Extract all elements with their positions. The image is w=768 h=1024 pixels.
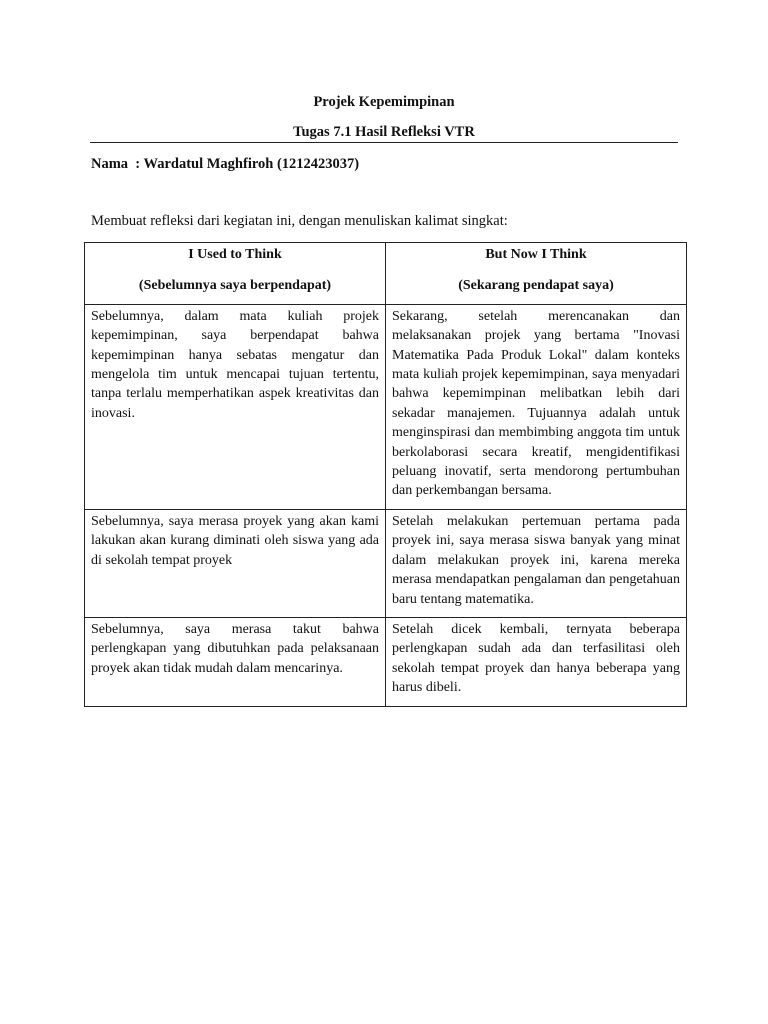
header-before [85, 243, 386, 305]
header-before-subtitle: (Sebelumnya saya berpendapat) [138, 278, 332, 294]
table-header-row [85, 243, 687, 305]
cell-now: Setelah melakukan pertemuan pertama pada proyek ini, saya merasa siswa banyak yang minat dalam melakukan proyek ini, karena mereka merasa mendapatkan pengalaman dan pengetahuan baru tentang matematika. [386, 509, 687, 617]
cell-before: Sebelumnya, dalam mata kuliah projek kepemimpinan, saya berpendapat bahwa kepemimpinan hanya sebatas mengatur dan mengelola tim untuk mencapai tujuan tertentu, tanpa terlalu memperhatikan aspek kreativitas dan inovasi. [85, 304, 386, 509]
cell-now: Setelah dicek kembali, ternyata beberapa perlengkapan sudah ada dan terfasilitasi oleh sekolah tempat proyek dan hanya beberapa yang harus dibeli. [386, 617, 687, 706]
document-subtitle: Tugas 7.1 Hasil Refleksi VTR [293, 124, 475, 140]
header-now-title: But Now I Think [485, 247, 587, 262]
header-now [386, 243, 687, 305]
reflection-table [84, 242, 687, 707]
header-now-subtitle: (Sekarang pendapat saya) [458, 278, 614, 294]
table-row [85, 304, 687, 509]
cell-before: Sebelumnya, saya merasa proyek yang akan kami lakukan akan kurang diminati oleh siswa yang ada di sekolah tempat proyek [85, 509, 386, 617]
cell-before: Sebelumnya, saya merasa takut bahwa perlengkapan yang dibutuhkan pada pelaksanaan proyek akan tidak mudah dalam mencarinya. [85, 617, 386, 706]
student-name: Nama : Wardatul Maghfiroh (1212423037) [91, 156, 360, 172]
table-row [85, 617, 687, 706]
header-before-title: I Used to Think [188, 247, 282, 262]
instruction-text: Membuat refleksi dari kegiatan ini, dengan menuliskan kalimat singkat: [91, 213, 508, 229]
cell-now: Sekarang, setelah merencanakan dan melaksanakan projek yang bertama "Inovasi Matematika Pada Produk Lokal" dalam konteks mata kuliah projek kepemimpinan, saya menyadari bahwa kepemimpinan melibatkan lebih dari sekadar manajemen. Tujuannya adalah untuk menginspirasi dan membimbing anggota tim untuk berkolaborasi secara kreatif, mengidentifikasi peluang inovatif, serta mendorong pertumbuhan dan perkembangan bersama. [386, 304, 687, 509]
title-divider [90, 142, 678, 143]
table-row [85, 509, 687, 617]
document-title: Projek Kepemimpinan [313, 94, 455, 110]
